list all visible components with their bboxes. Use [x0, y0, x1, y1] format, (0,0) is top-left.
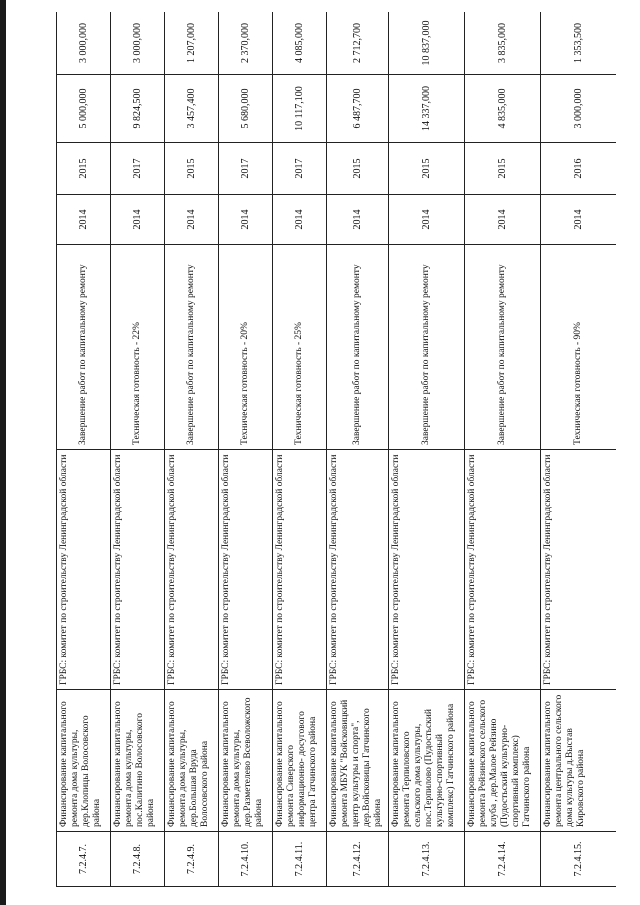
row-number: 7.2.4.12. [327, 832, 389, 887]
start-year: 2014 [465, 195, 541, 245]
end-year: 2017 [111, 143, 165, 195]
year-amount: 2 712,700 [327, 12, 389, 75]
year-amount: 3 000,000 [111, 12, 165, 75]
grbs-cell: ГРБС: комитет по строительству Ленинградской области [389, 450, 465, 690]
start-year: 2014 [327, 195, 389, 245]
table-row [327, 12, 389, 887]
row-number: 7.2.4.15. [541, 832, 617, 887]
total-cost: 5 000,000 [57, 75, 111, 143]
grbs-cell: ГРБС: комитет по строительству Ленинградской области [57, 450, 111, 690]
total-cost: 5 680,000 [219, 75, 273, 143]
start-year: 2014 [541, 195, 617, 245]
measure-name: Финансирование капитального ремонта дома культуры, дер.Большая Вруда Волосовского района [165, 690, 219, 832]
end-year: 2015 [465, 143, 541, 195]
year-amount: 3 835,000 [465, 12, 541, 75]
scan-edge [0, 0, 6, 905]
total-cost: 3 000,000 [541, 75, 617, 143]
measure-name: Финансирование капитального ремонта дома культуры, дер.Разметелево Всеволожского района [219, 690, 273, 832]
row-number: 7.2.4.11. [273, 832, 327, 887]
result-cell: Завершение работ по капитальному ремонту [165, 245, 219, 450]
table-row [57, 12, 111, 887]
result-cell: Завершение работ по капитальному ремонту [465, 245, 541, 450]
table-sheet [56, 12, 616, 887]
end-year: 2015 [327, 143, 389, 195]
end-year: 2017 [273, 143, 327, 195]
grbs-cell: ГРБС: комитет по строительству Ленинградской области [165, 450, 219, 690]
result-cell: Техническая готовность - 20% [219, 245, 273, 450]
table-row [273, 12, 327, 887]
measure-name: Финансирование капитального ремонта Терпиловского сельского дома культуры, пос.Терпилово (Пудостьский культурно-спортивный комплекс) Гатчинского района [389, 690, 465, 832]
row-number: 7.2.4.8. [111, 832, 165, 887]
total-cost: 9 824,500 [111, 75, 165, 143]
measure-name: Финансирование капитального ремонта Рейзинского сельского клуба , дер.Малое Рейзино (Пудостьский культурно-спортивный комплекс) Гатчинского района [465, 690, 541, 832]
row-number: 7.2.4.9. [165, 832, 219, 887]
rotated-page [56, 12, 616, 887]
measure-name: Финансирование капитального ремонта МБУК "Войсковицкий центр культуры и спорта", дер.Войсковицы Гатчинского района [327, 690, 389, 832]
total-cost: 14 337,000 [389, 75, 465, 143]
program-table [56, 12, 616, 887]
grbs-cell: ГРБС: комитет по строительству Ленинградской области [111, 450, 165, 690]
year-amount: 1 207,000 [165, 12, 219, 75]
year-amount: 10 837,000 [389, 12, 465, 75]
start-year: 2014 [57, 195, 111, 245]
measure-name: Финансирование капитального ремонта центрального сельского дома культуры д.Выстав Кировского района [541, 690, 617, 832]
grbs-cell: ГРБС: комитет по строительству Ленинградской области [219, 450, 273, 690]
grbs-cell: ГРБС: комитет по строительству Ленинградской области [273, 450, 327, 690]
table-row [389, 12, 465, 887]
result-cell: Завершение работ по капитальному ремонту [327, 245, 389, 450]
end-year: 2016 [541, 143, 617, 195]
measure-name: Финансирование капитального ремонта дома культуры, дер.Клопицы Волосовского района [57, 690, 111, 832]
start-year: 2014 [273, 195, 327, 245]
table-row [541, 12, 617, 887]
end-year: 2017 [219, 143, 273, 195]
result-cell: Завершение работ по капитальному ремонту [389, 245, 465, 450]
year-amount: 3 000,000 [57, 12, 111, 75]
table-row [111, 12, 165, 887]
grbs-cell: ГРБС: комитет по строительству Ленинградской области [327, 450, 389, 690]
end-year: 2015 [389, 143, 465, 195]
total-cost: 3 457,400 [165, 75, 219, 143]
grbs-cell: ГРБС: комитет по строительству Ленинградской области [465, 450, 541, 690]
start-year: 2014 [165, 195, 219, 245]
row-number: 7.2.4.10. [219, 832, 273, 887]
result-cell: Техническая готовность - 90% [541, 245, 617, 450]
year-amount: 1 353,500 [541, 12, 617, 75]
year-amount: 4 085,000 [273, 12, 327, 75]
total-cost: 6 487,700 [327, 75, 389, 143]
start-year: 2014 [111, 195, 165, 245]
start-year: 2014 [389, 195, 465, 245]
row-number: 7.2.4.7. [57, 832, 111, 887]
row-number: 7.2.4.14. [465, 832, 541, 887]
result-cell: Техническая готовность - 22% [111, 245, 165, 450]
start-year: 2014 [219, 195, 273, 245]
table-row [165, 12, 219, 887]
result-cell: Завершение работ по капитальному ремонту [57, 245, 111, 450]
table-row [465, 12, 541, 887]
result-cell: Техническая готовность - 25% [273, 245, 327, 450]
end-year: 2015 [165, 143, 219, 195]
measure-name: Финансирование капитального ремонта Сиверского информационно- досугового центра Гатчинского района [273, 690, 327, 832]
total-cost: 4 835,000 [465, 75, 541, 143]
table-row [219, 12, 273, 887]
grbs-cell: ГРБС: комитет по строительству Ленинградской области [541, 450, 617, 690]
measure-name: Финансирование капитального ремонта дома культуры, пос.Калитино Волосовского района [111, 690, 165, 832]
end-year: 2015 [57, 143, 111, 195]
row-number: 7.2.4.13. [389, 832, 465, 887]
year-amount: 2 370,000 [219, 12, 273, 75]
total-cost: 10 117,100 [273, 75, 327, 143]
